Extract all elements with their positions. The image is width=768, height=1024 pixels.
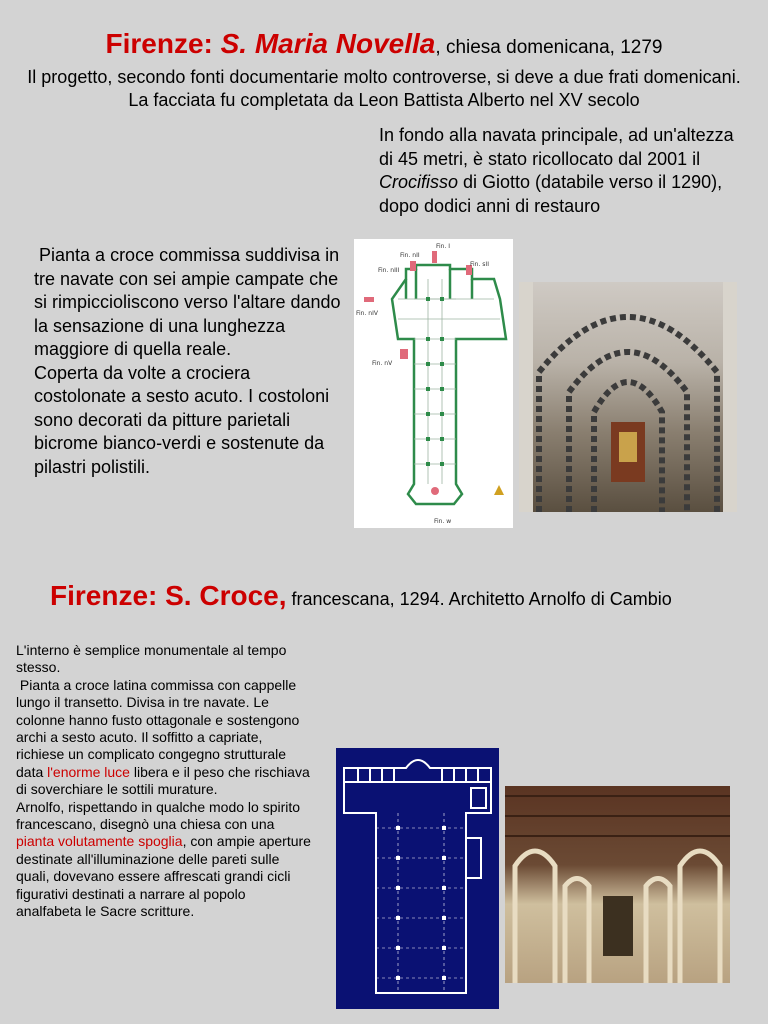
- nave-illustration: [519, 282, 737, 512]
- description-paragraph-1: Pianta a croce commissa suddivisa in tre navate con sei ampie campate che si rimpiccioliscono verso l'altare dando la sensazione di una lunghezza maggiore di quella reale.: [34, 245, 346, 359]
- plan-label-fin-w: Fin. w: [434, 518, 452, 525]
- desc2-plan: [16, 677, 312, 799]
- title-church: S. Maria Novella: [220, 28, 436, 59]
- plan-drawing-croce: [336, 748, 499, 1009]
- giotto-text-before: In fondo alla navata principale, ad un'altezza di 45 metri, è stato ricollocato dal 2001 il: [379, 125, 734, 169]
- section1-description: [34, 244, 344, 479]
- plan-label-fin-nV: Fin. nV: [372, 360, 393, 367]
- giotto-note: [379, 124, 751, 218]
- title-subtitle: , chiesa domenicana, 1279: [435, 37, 663, 58]
- giotto-text-after: di Giotto (databile verso il 1290), dopo dodici anni di restauro: [379, 172, 723, 216]
- section1-intro: Il progetto, secondo fonti documentarie molto controverse, si deve a due frati domenicani. La facciata fu completata da Leon Battista Alberto nel XV secolo: [27, 67, 741, 110]
- section2-description: [16, 642, 312, 921]
- desc2-arnolfo-text: Arnolfo, rispettando in qualche modo lo spirito francescano, disegnò una chiesa con una: [16, 798, 301, 833]
- desc2-plan-text: Pianta a croce latina commissa con cappelle lungo il transetto. Divisa in tre navate. Le colonne hanno fusto ottagonale e sostengono archi a sesto acuto. Il soffitto a capriate, richiese un complicato congegno strutturale data: [16, 676, 304, 780]
- giotto-crucifix: Crocifisso: [379, 172, 459, 192]
- title2-subtitle: francescana, 1294. Architetto Arnolfo di Cambio: [286, 589, 672, 609]
- plan-drawing: [354, 239, 513, 528]
- plan-label-fin-sII: Fin. sII: [470, 261, 489, 268]
- plan-label-fin-nIII: Fin. nIII: [378, 267, 400, 274]
- floor-plan-santa-croce: [336, 748, 499, 1009]
- nave-illustration-croce: [505, 786, 730, 983]
- title2-main: Firenze: S. Croce,: [50, 580, 287, 611]
- plan-label-fin-I: Fin. I: [436, 243, 451, 250]
- section2-title: [50, 580, 672, 612]
- desc2-plan-text-after: libera e il peso che rischiava di soverchiare le sottili murature.: [16, 763, 314, 798]
- plan-label-fin-nII: Fin. nII: [400, 252, 420, 259]
- interior-photo-santa-croce: [505, 786, 730, 983]
- desc2-highlight-pianta: pianta volutamente spoglia: [16, 833, 183, 850]
- interior-photo-santa-maria-novella: [519, 282, 737, 512]
- plan-label-fin-nIV: Fin. nIV: [356, 310, 378, 317]
- title-city: Firenze:: [105, 28, 221, 59]
- desc2-arnolfo: [16, 799, 312, 921]
- desc2-arnolfo-text-after: , con ampie aperture destinate all'illuminazione delle pareti sulle quali, dovevano essere affrescati grandi cicli figurativi destinati a narrare al popolo analfabeta le Sacre scritture.: [16, 833, 311, 920]
- section1-title: [0, 28, 768, 60]
- description-paragraph-2: Coperta da volte a crociera costolonate a sesto acuto. I costoloni sono decorati da pitture parietali bicrome bianco-verdi e sostenute da pilastri polistili.: [34, 362, 330, 477]
- floor-plan-santa-maria-novella: [354, 239, 513, 528]
- desc2-intro: L'interno è semplice monumentale al tempo stesso.: [16, 642, 287, 676]
- desc2-highlight-luce: l'enorme luce: [47, 763, 130, 780]
